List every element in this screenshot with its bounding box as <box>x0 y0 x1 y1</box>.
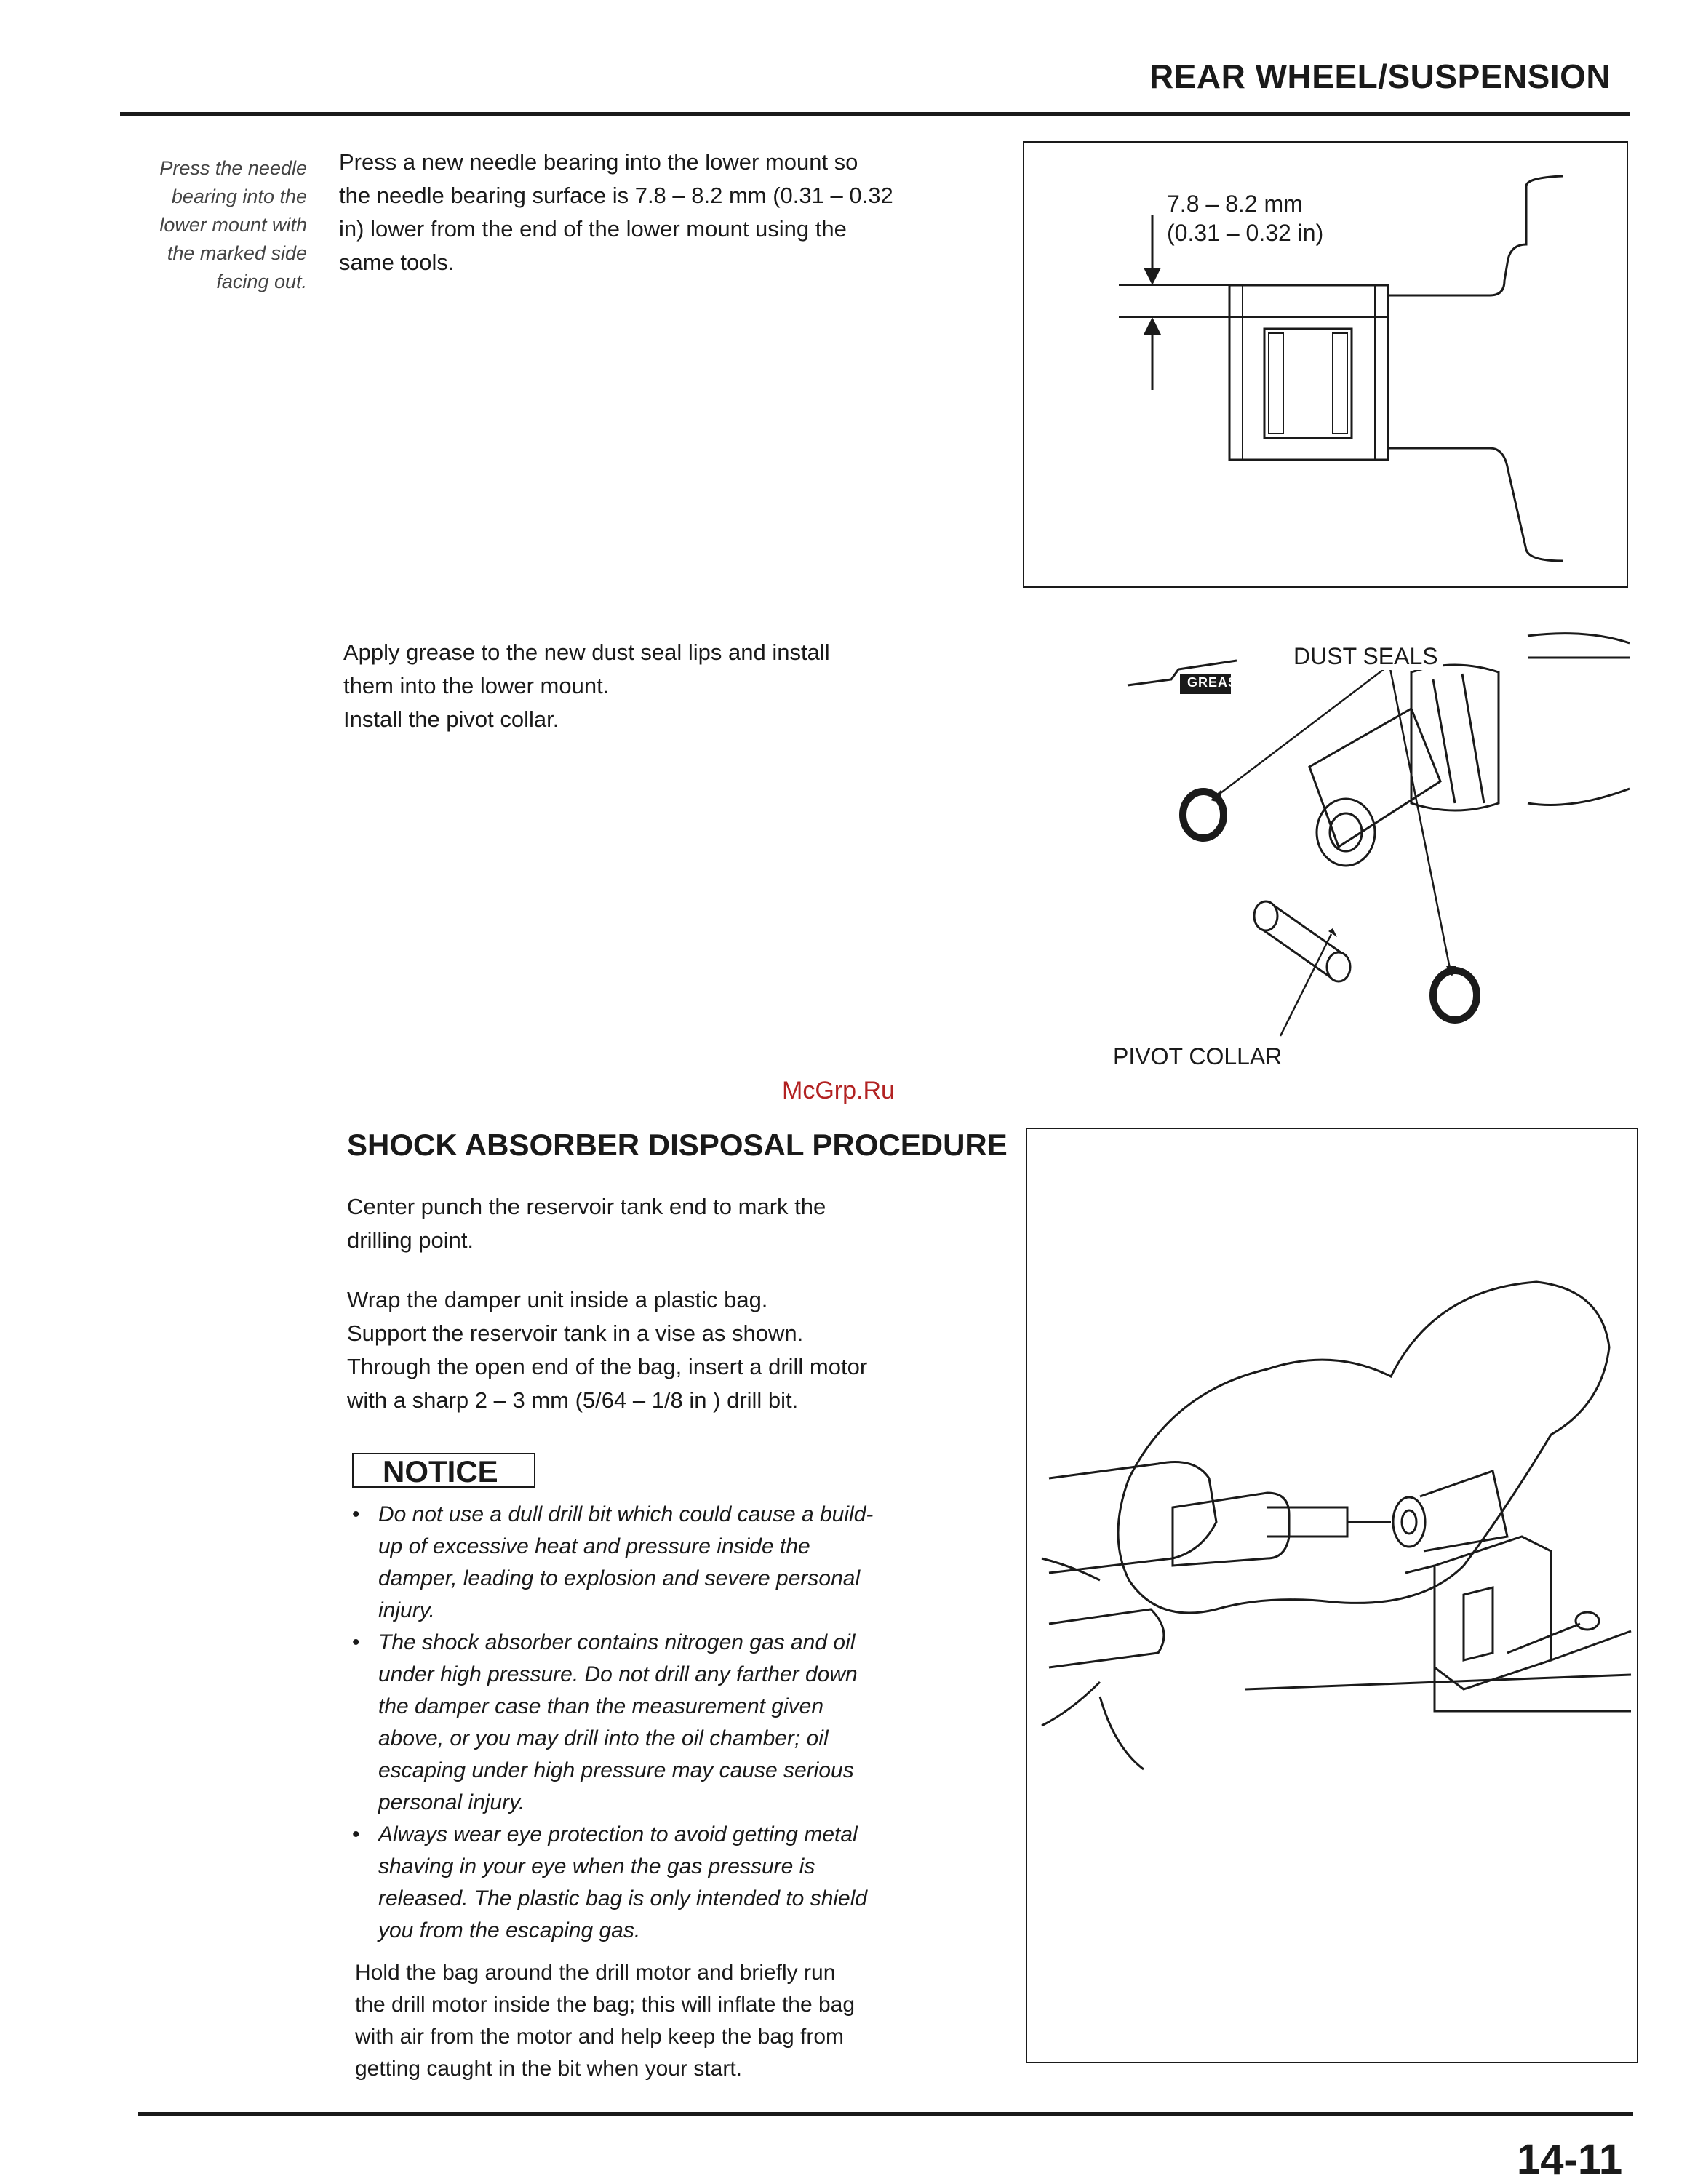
text-line: with air from the motor and help keep the bag from <box>355 2025 845 2049</box>
pivot-collar-label: PIVOT COLLAR <box>1113 1043 1283 1069</box>
text-line: the needle bearing surface is 7.8 – 8.2 mm (0.31 – 0.32 <box>339 183 893 208</box>
text-line: released. The plastic bag is only intended to shield <box>378 1886 868 1910</box>
footer-rule <box>138 2112 1633 2116</box>
text-line: with a sharp 2 – 3 mm (5/64 – 1/8 in ) drill bit. <box>347 1387 799 1413</box>
step2-paragraph <box>343 636 998 736</box>
text-line: Wrap the damper unit inside a plastic bag. <box>347 1287 768 1312</box>
bullet-icon: • <box>352 1822 360 1846</box>
notice-label: NOTICE <box>352 1453 535 1488</box>
drill-procedure-figure <box>1026 1128 1638 2063</box>
text-line: Center punch the reservoir tank end to mark the <box>347 1194 826 1219</box>
side-note-line: bearing into the <box>171 186 307 207</box>
step1-paragraph <box>339 146 994 279</box>
dust-seals-label: DUST SEALS <box>1289 643 1443 670</box>
side-note <box>109 154 307 296</box>
text-line: same tools. <box>339 250 455 275</box>
text-line: personal injury. <box>378 1790 525 1814</box>
text-line: Apply grease to the new dust seal lips and install <box>343 639 830 665</box>
disposal-paragraph-3 <box>355 1957 1010 2085</box>
side-note-line: the marked side <box>167 242 307 264</box>
dust-seal-figure <box>1113 629 1630 1080</box>
notice-item <box>352 1499 1007 1627</box>
notice-item <box>352 1819 1007 1947</box>
text-line: getting caught in the bit when your start. <box>355 2057 742 2081</box>
text-line: Support the reservoir tank in a vise as shown. <box>347 1320 804 1346</box>
text-line: Press a new needle bearing into the lower mount so <box>339 149 858 175</box>
text-line: Do not use a dull drill bit which could cause a build- <box>378 1502 874 1526</box>
grease-label: GREASE <box>1187 675 1248 690</box>
watermark: McGrp.Ru <box>782 1077 895 1104</box>
text-line: the damper case than the measurement given <box>378 1694 824 1718</box>
notice-list <box>352 1499 1007 1947</box>
side-note-line: lower mount with <box>159 214 307 236</box>
text-line: escaping under high pressure may cause serious <box>378 1758 854 1782</box>
bearing-depth-drawing <box>1024 143 1627 586</box>
dimension-label-mm: 7.8 – 8.2 mm <box>1167 191 1303 217</box>
bearing-depth-figure <box>1023 141 1628 588</box>
text-line: above, or you may drill into the oil chamber; oil <box>378 1726 829 1750</box>
bullet-icon: • <box>352 1630 360 1654</box>
text-line: damper, leading to explosion and severe personal <box>378 1566 861 1590</box>
text-line: Through the open end of the bag, insert a drill motor <box>347 1354 868 1379</box>
disposal-paragraph-1 <box>347 1190 1002 1257</box>
page-header-title: REAR WHEEL/SUSPENSION <box>1149 57 1611 95</box>
notice-item <box>352 1627 1007 1819</box>
disposal-paragraph-2 <box>347 1283 1002 1417</box>
text-line: Hold the bag around the drill motor and briefly run <box>355 1961 836 1985</box>
text-line: you from the escaping gas. <box>378 1918 641 1942</box>
text-line: the drill motor inside the bag; this will inflate the bag <box>355 1993 856 2017</box>
text-line: injury. <box>378 1598 435 1622</box>
side-note-line: Press the needle <box>159 157 307 179</box>
text-line: in) lower from the end of the lower mount using the <box>339 216 847 242</box>
side-note-line: facing out. <box>216 271 307 292</box>
header-rule <box>120 112 1630 116</box>
dust-seal-drawing <box>1120 629 1630 1080</box>
bullet-icon: • <box>352 1502 360 1526</box>
page-number: 14-11 <box>1517 2136 1623 2183</box>
text-line: The shock absorber contains nitrogen gas and oil <box>378 1630 856 1654</box>
text-line: Always wear eye protection to avoid getting metal <box>378 1822 858 1846</box>
section-heading: SHOCK ABSORBER DISPOSAL PROCEDURE <box>347 1128 1008 1162</box>
dimension-label-in: (0.31 – 0.32 in) <box>1167 220 1324 246</box>
text-line: under high pressure. Do not drill any farther down <box>378 1662 858 1686</box>
text-line: them into the lower mount. <box>343 673 610 698</box>
text-line: drilling point. <box>347 1227 474 1253</box>
text-line: shaving in your eye when the gas pressure is <box>378 1854 815 1878</box>
text-line: Install the pivot collar. <box>343 706 559 732</box>
text-line: up of excessive heat and pressure inside the <box>378 1534 810 1558</box>
drill-procedure-drawing <box>1027 1129 1637 2062</box>
